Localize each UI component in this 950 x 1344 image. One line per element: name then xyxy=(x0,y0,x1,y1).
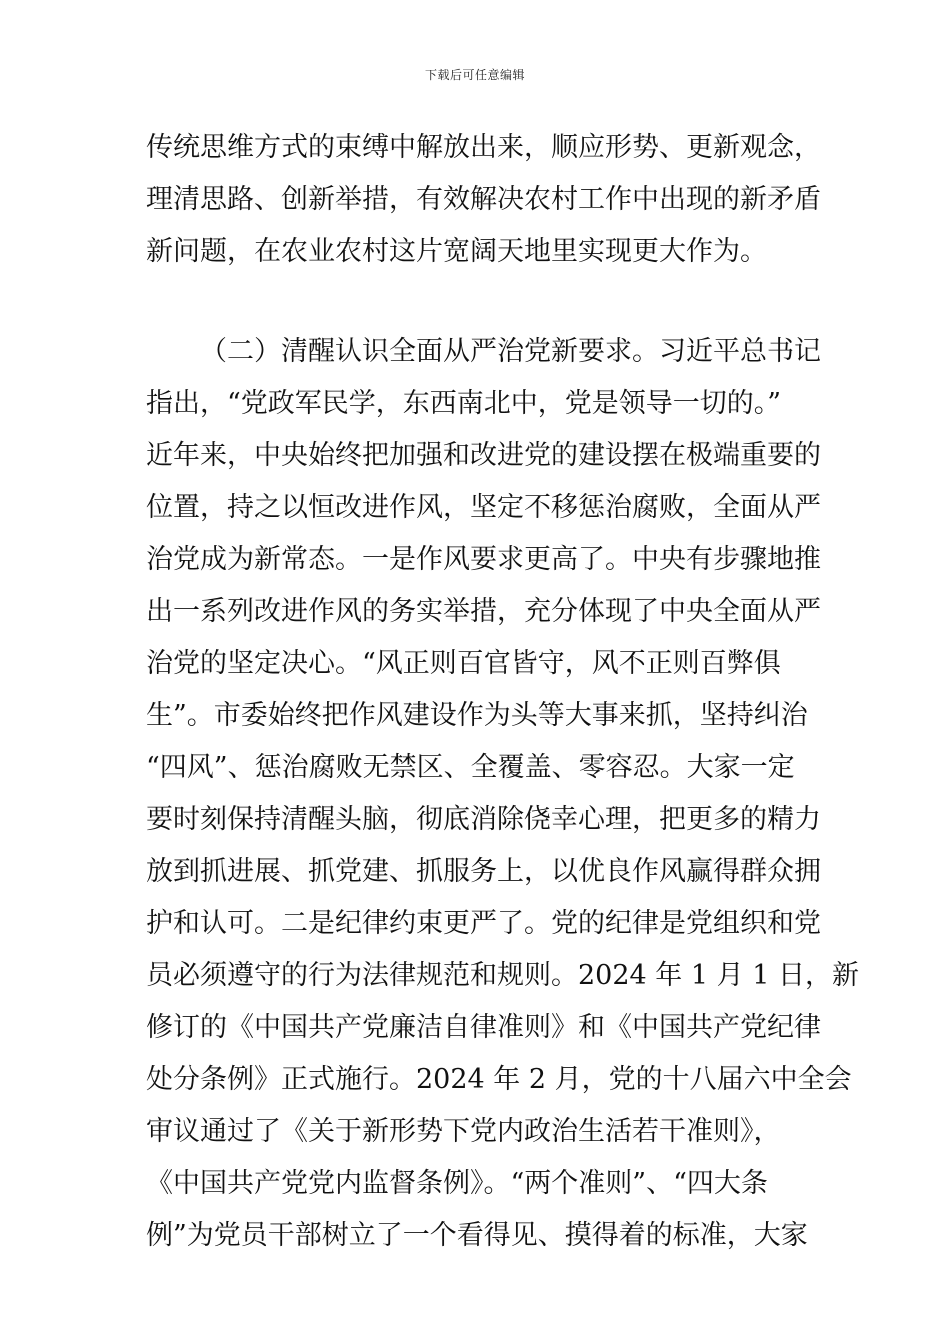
text-line: 《中国共产党党内监督条例》。“两个准则”、“四大条 xyxy=(146,1168,768,1199)
text-line: 近年来，中央始终把加强和改进党的建设摆在极端重要的 xyxy=(146,440,821,471)
text-line: “四风”、惩治腐败无禁区、全覆盖、零容忍。大家一定 xyxy=(146,752,795,783)
text-line: （二）清醒认识全面从严治党新要求。习近平总书记 xyxy=(200,336,821,367)
text-line: 修订的《中国共产党廉洁自律准则》和《中国共产党纪律 xyxy=(146,1012,821,1043)
text-line: 治党的坚定决心。“风正则百官皆守，风不正则百弊俱 xyxy=(146,648,781,679)
text-line: 员必须遵守的行为法律规范和规则。2024 年 1 月 1 日，新 xyxy=(146,960,859,991)
text-line: 位置，持之以恒改进作风，坚定不移惩治腐败，全面从严 xyxy=(146,492,821,523)
text-line: 指出，“党政军民学，东西南北中，党是领导一切的。” xyxy=(146,388,782,419)
text-line: 生”。市委始终把作风建设作为头等大事来抓，坚持纠治 xyxy=(146,700,808,731)
text-line: 放到抓进展、抓党建、抓服务上，以优良作风赢得群众拥 xyxy=(146,856,821,887)
text-line: 理清思路、创新举措，有效解决农村工作中出现的新矛盾 xyxy=(146,184,821,215)
text-line: 治党成为新常态。一是作风要求更高了。中央有步骤地推 xyxy=(146,544,821,575)
text-line: 护和认可。二是纪律约束更严了。党的纪律是党组织和党 xyxy=(146,908,821,939)
text-line: 审议通过了《关于新形势下党内政治生活若干准则》， xyxy=(146,1116,781,1147)
text-line: 新问题，在农业农村这片宽阔天地里实现更大作为。 xyxy=(146,236,767,267)
text-line: 处分条例》正式施行。2024 年 2 月，党的十八届六中全会 xyxy=(146,1064,852,1095)
text-line: 要时刻保持清醒头脑，彻底消除侥幸心理，把更多的精力 xyxy=(146,804,821,835)
text-line: 出一系列改进作风的务实举措，充分体现了中央全面从严 xyxy=(146,596,821,627)
page-header: 下载后可任意编辑 xyxy=(424,68,525,82)
text-line: 例”为党员干部树立了一个看得见、摸得着的标准，大家 xyxy=(146,1220,808,1251)
text-line: 传统思维方式的束缚中解放出来，顺应形势、更新观念， xyxy=(146,132,821,163)
